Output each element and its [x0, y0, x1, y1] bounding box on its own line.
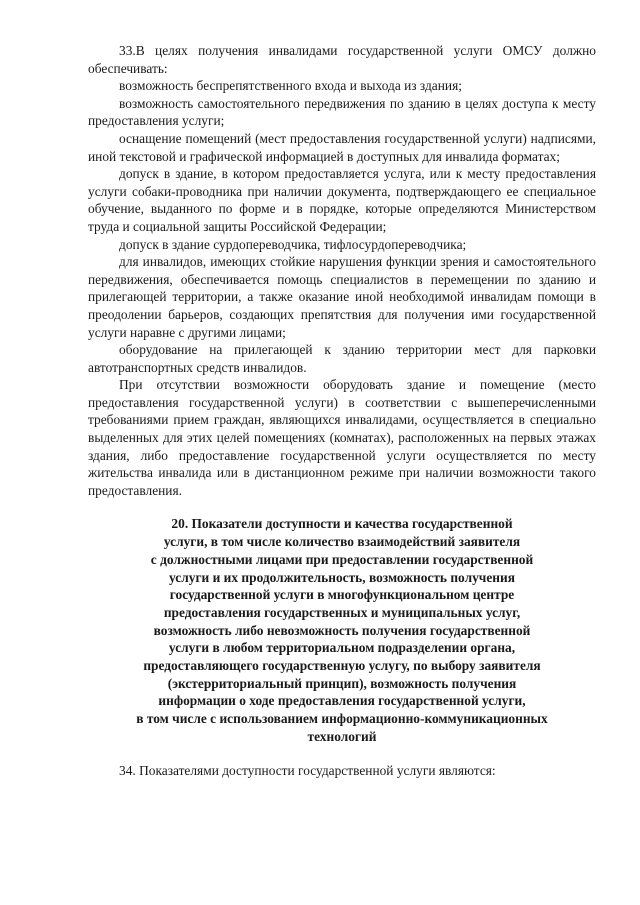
paragraph-alternative: При отсутствии возможности оборудовать здание и помещение (место предоставления государственной услуги) в соответствии с вышеперечисленными требованиями прием граждан, являющихся инвалидами, осуществляется в специально выделенных для этих целей помещениях (комнатах), расположенных на первых этажах здания, либо предоставление государственной услуги осуществляется по месту жительства инвалида или в дистанционном режиме при наличии возможности такого предоставления.: [88, 377, 596, 498]
list-item-movement: возможность самостоятельного передвижения по зданию в целях доступа к месту предоставления услуги;: [88, 95, 596, 129]
list-item-signage: оснащение помещений (мест предоставления государственной услуги) надписями, иной текстовой и графической информацией в доступных для инвалида форматах;: [88, 130, 596, 164]
heading-line: технологий: [307, 728, 377, 744]
list-item-assistance: для инвалидов, имеющих стойкие нарушения функции зрения и самостоятельного передвижения, обеспечивается помощь специалистов в перемещении по зданию и прилегающей территории, а также оказание иной необходимой инвалидам помощи в преодолении барьеров, создающих препятствия для получения ими государственной услуги наравне с другими лицами;: [88, 254, 596, 340]
list-item-parking: оборудование на прилегающей к зданию территории мест для парковки автотранспортных средств инвалидов.: [88, 342, 596, 375]
heading-line: в том числе с использованием информационно-коммуникационных: [136, 711, 548, 727]
list-item-guide-dog: допуск в здание, в котором предоставляется услуга, или к месту предоставления услуги собаки-проводника при наличии документа, подтверждающего ее специальное обучение, выданного по форме и в порядке, которые определяются Министерством труда и социальной защиты Российской Федерации;: [88, 166, 596, 234]
heading-line: предоставляющего государственную услугу, по выбору заявителя: [143, 658, 541, 674]
paragraph-33: 33.В целях получения инвалидами государственной услуги ОМСУ должно обеспечивать:: [88, 43, 596, 76]
heading-line: (экстерриториальный принцип), возможность получения: [167, 675, 517, 691]
heading-line: с должностными лицами при предоставлении государственной: [150, 551, 534, 567]
heading-line: информации о ходе предоставления государственной услуги,: [158, 693, 526, 709]
heading-line: услуги в любом территориальном подразделении органа,: [168, 640, 516, 656]
heading-line: 20. Показатели доступности и качества государственной: [171, 516, 513, 532]
heading-line: государственной услуги в многофункциональном центре: [169, 587, 515, 603]
paragraph-34: 34. Показателями доступности государственной услуги являются:: [119, 762, 496, 778]
section-heading-20: [88, 515, 596, 745]
heading-line: возможность либо невозможность получения государственной: [153, 622, 531, 638]
heading-line: услуги, в том числе количество взаимодействий заявителя: [163, 534, 521, 550]
list-item-entry-exit: возможность беспрепятственного входа и выхода из здания;: [119, 78, 462, 94]
document-page: [88, 42, 596, 779]
list-item-interpreter: допуск в здание сурдопереводчика, тифлосурдопереводчика;: [119, 236, 467, 252]
heading-line: предоставления государственных и муниципальных услуг,: [163, 604, 521, 620]
heading-line: услуги и их продолжительность, возможность получения: [169, 569, 515, 585]
